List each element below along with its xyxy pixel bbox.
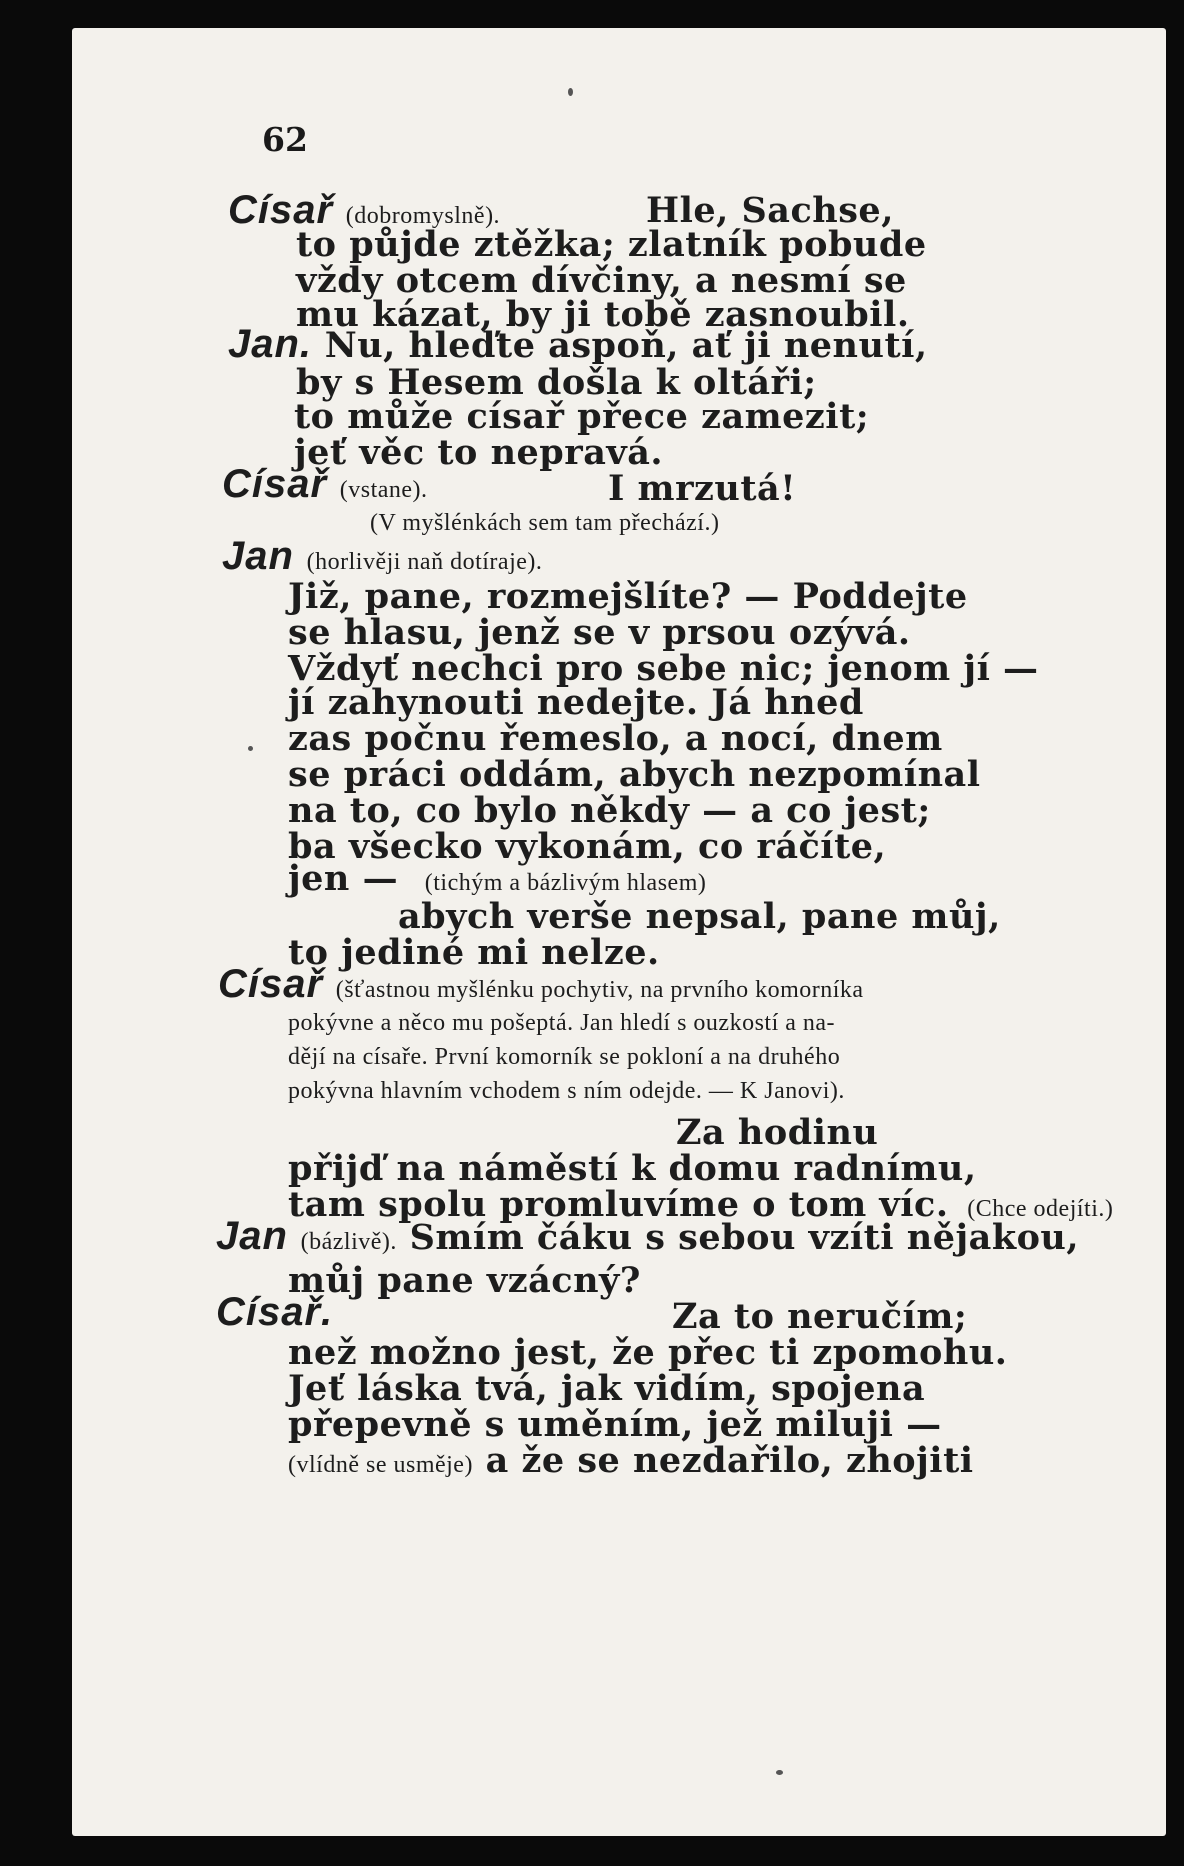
text-line: Za to neručím; — [672, 1296, 968, 1337]
text-line: Vždyť nechci pro sebe nic; jenom jí — — [288, 648, 1039, 689]
text-line — [216, 1214, 1079, 1259]
stage-direction: pokývna hlavním vchodem s ním odejde. — K Janovi). — [288, 1078, 845, 1104]
text-line: přepevně s uměním, jež miluji — — [288, 1404, 942, 1445]
speaker-name: Císař — [222, 462, 328, 506]
book-page — [72, 28, 1166, 1836]
text-line: než možno jest, že přec ti zpomohu. — [288, 1332, 1008, 1373]
text-line: vždy otcem dívčiny, a nesmí se — [296, 260, 907, 301]
text-line — [288, 1440, 974, 1481]
paper-speck — [248, 746, 253, 751]
text-line: to jediné mi nelze. — [288, 932, 660, 973]
speaker-name: Jan. — [228, 322, 313, 366]
speaker-name: Císař. — [216, 1290, 334, 1334]
speaker-name: Jan — [222, 534, 294, 578]
stage-direction: pokývne a něco mu pošeptá. Jan hledí s ouzkostí a na- — [288, 1010, 836, 1036]
text-line — [222, 462, 428, 507]
text-line: se hlasu, jenž se v prsou ozývá. — [288, 612, 911, 653]
text-line: to půjde ztěžka; zlatník pobude — [296, 224, 927, 265]
text-line — [288, 858, 706, 899]
text-line — [218, 962, 864, 1007]
text-line: by s Hesem došla k oltáři; — [296, 362, 817, 403]
speaker-name: Císař — [218, 962, 324, 1006]
text-line — [222, 534, 542, 579]
stage-direction: (Chce odejíti.) — [967, 1196, 1114, 1222]
verse-text: Smím čáku s sebou vzíti nějakou, — [409, 1217, 1080, 1258]
stage-direction: (bázlivě). — [300, 1229, 397, 1255]
speaker-name: Jan — [216, 1214, 288, 1258]
text-line: přijď na náměstí k domu radnímu, — [288, 1148, 977, 1189]
verse-text: a že se nezdařilo, zhojiti — [485, 1440, 974, 1481]
speaker-name: Císař — [228, 188, 334, 232]
text-line: jí zahynouti nedejte. Já hned — [288, 682, 864, 723]
text-line: jeť věc to nepravá. — [294, 432, 664, 473]
text-line: Již, pane, rozmejšlíte? — Poddejte — [288, 576, 968, 617]
paper-speck — [776, 1770, 783, 1775]
text-line: Jeť láska tvá, jak vidím, spojena — [288, 1368, 926, 1409]
text-line — [216, 1290, 333, 1335]
stage-direction: (V myšlénkách sem tam přechází.) — [370, 510, 720, 536]
text-line — [228, 322, 928, 367]
text-line: můj pane vzácný? — [288, 1260, 641, 1301]
verse-text: Nu, hleďte aspoň, ať ji nenutí, — [324, 325, 928, 366]
stage-direction: (vlídně se usměje) — [288, 1452, 473, 1478]
text-line: to může císař přece zamezit; — [294, 396, 870, 437]
text-line: I mrzutá! — [608, 468, 797, 509]
text-line: se práci oddám, abych nezpomínal — [288, 754, 981, 795]
verse-text: jen — — [288, 858, 399, 899]
stage-direction: (tichým a bázlivým hlasem) — [424, 870, 707, 896]
stage-direction: dějí na císaře. První komorník se pokloní a na druhého — [288, 1044, 841, 1070]
text-line: na to, co bylo někdy — a co jest; — [288, 790, 931, 831]
stage-direction: (dobromyslně). — [345, 203, 501, 229]
page-number: 62 — [262, 120, 308, 159]
stage-direction: (šťastnou myšlénku pochytiv, na prvního komorníka — [335, 977, 864, 1003]
text-line: mu kázat, by ji tobě zasnoubil. — [296, 294, 910, 335]
paper-speck — [568, 88, 573, 96]
verse-text: tam spolu promluvíme o tom víc. — [288, 1184, 949, 1225]
text-line: ba všecko vykonám, co ráčíte, — [288, 826, 887, 867]
stage-direction: (horlivěji naň dotíraje). — [306, 549, 543, 575]
verse-text: Hle, Sachse, — [646, 190, 894, 231]
text-line: abych verše nepsal, pane můj, — [398, 896, 1001, 937]
text-line: Za hodinu — [676, 1112, 879, 1153]
stage-direction: (vstane). — [339, 477, 428, 503]
text-line: zas počnu řemeslo, a nocí, dnem — [288, 718, 943, 759]
